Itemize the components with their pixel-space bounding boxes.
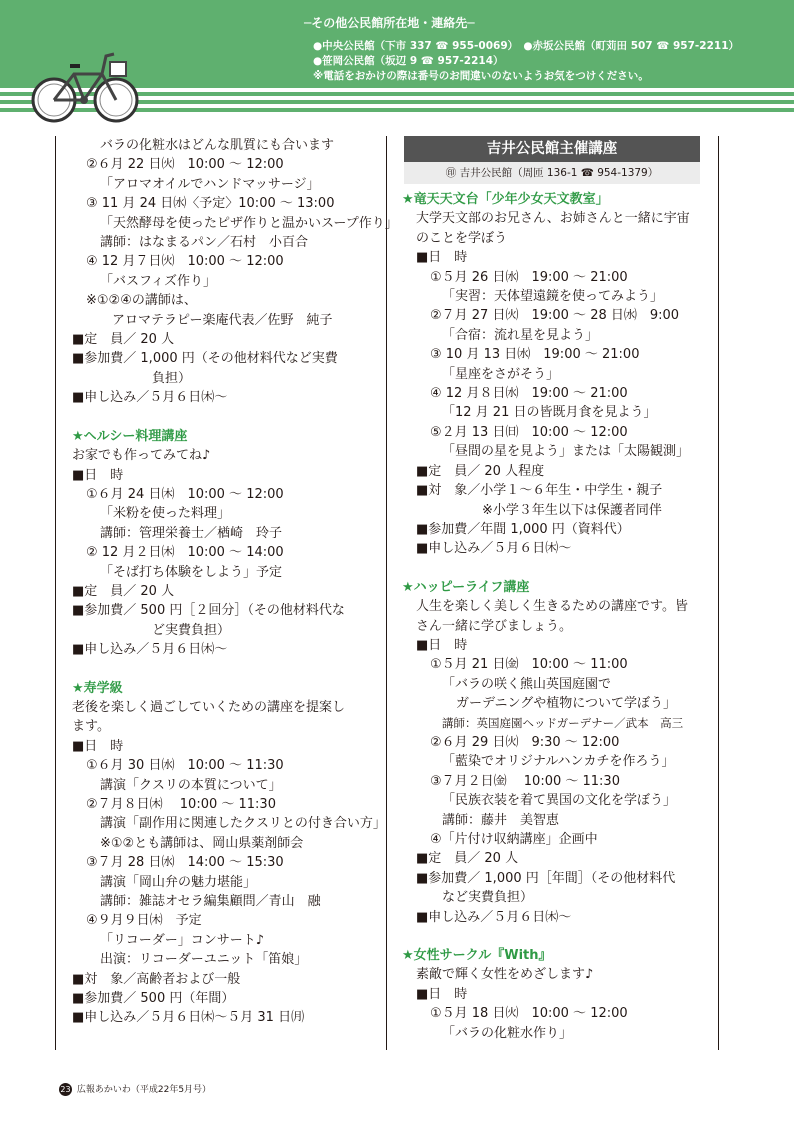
text-line: ④ 12 月８日㈬ 19:00 ～ 21:00 (430, 386, 628, 402)
text-line: 「民族衣装を着て異国の文化を学ぼう」 (442, 793, 677, 809)
text-line: ■参加費／ 1,000 円（その他材料代など実費 (72, 351, 338, 367)
text-line: 人生を楽しく美しく生きるための講座です。皆 (416, 599, 688, 615)
text-line: ②７月 27 日㈫ 19:00 ～ 28 日㈬ 9:00 (430, 308, 680, 324)
text-line: 講師：英国庭園ヘッドガーデナー／武本 高三 (442, 715, 684, 730)
text-line: ②６月 22 日㈫ 10:00 ～ 12:00 (86, 157, 284, 173)
text-line: ※①②とも講師は、岡山県薬剤師会 (100, 835, 304, 851)
section-heading: ★女性サークル『With』 (402, 948, 552, 964)
left-column (72, 136, 398, 1028)
text-line: ■対 象／高齢者および一般 (72, 971, 241, 987)
section-heading: ★竜天天文台「少年少女天文教室」 (402, 192, 609, 207)
column-rule-right (718, 136, 719, 1050)
text-line: ■参加費／ 500 円［２回分］（その他材料代な (72, 603, 345, 619)
text-line: ①６月 24 日㈭ 10:00 ～ 12:00 (86, 486, 284, 502)
section-heading: ★ヘルシー料理講座 (72, 428, 188, 444)
text-line: 「リコーダー」コンサート♪ (100, 932, 265, 948)
text-line: 「そば打ち体験をしよう」予定 (100, 564, 283, 580)
section-heading: ★寿学級 (72, 680, 123, 696)
text-line: 「アロマオイルでハンドマッサージ」 (100, 176, 320, 192)
text-line: など実費負担） (442, 890, 534, 906)
text-line: 「藍染でオリジナルハンカチを作ろう」 (442, 754, 675, 770)
header-contact-line-1: ●中央公民館（下市 337 ☎ 955-0069） ●赤坂公民館（町苅田 507 ☎ 957-2211） (313, 40, 739, 52)
text-line: 「バラの化粧水作り」 (442, 1025, 573, 1041)
page-number: 23 (60, 1085, 71, 1094)
text-line: ■参加費／年間 1,000 円（資料代） (416, 521, 630, 537)
text-line: ■申し込み／５月６日㈭～ (416, 541, 572, 557)
text-line: ■参加費／ 500 円（年間） (72, 991, 235, 1007)
text-line: 老後を楽しく過ごしていくための講座を提案し (72, 699, 346, 715)
text-line: ②６月 29 日㈫ 9:30 ～ 12:00 (430, 734, 620, 750)
text-line: 講演「副作用に関連したクスリとの付き合い方」 (100, 816, 386, 832)
text-line: ■定 員／ 20 人 (72, 583, 175, 599)
text-line: さん一緒に学びましょう。 (416, 618, 573, 634)
text-line: ※小学３年生以下は保護者同伴 (482, 502, 662, 518)
text-line: 「天然酵母を使ったピザ作りと温かいスープ作り」 (100, 215, 398, 231)
text-line: ■定 員／ 20 人 (416, 851, 519, 867)
text-line: 大学天文部のお兄さん、お姉さんと一緒に宇宙 (416, 211, 690, 227)
section-heading: ★ハッピーライフ講座 (402, 579, 530, 595)
yoshii-courses-header (404, 136, 700, 184)
text-line: ■日 時 (416, 250, 468, 266)
text-line: ② 12 月２日㈭ 10:00 ～ 14:00 (86, 545, 284, 561)
text-line: 「実習：天体望遠鏡を使ってみよう」 (442, 289, 664, 305)
text-line: 「バラの咲く熊山英国庭園で (442, 676, 612, 692)
right-column (402, 136, 710, 1043)
text-line: 講師：藤井 美智恵 (442, 812, 560, 828)
column-rule-middle (386, 136, 387, 1050)
text-line: ③ 11 月 24 日㈬〈予定〉10:00 ～ 13:00 (86, 196, 335, 212)
text-line: バラの化粧水はどんな肌質にも合います (100, 138, 335, 153)
box-subtitle: ㊞ 吉井公民館（周匝 136-1 ☎ 954-1379） (404, 162, 700, 184)
text-line: ■申し込み／５月６日㈭～ (72, 642, 228, 658)
text-line: ④「片付け収納講座」企画中 (430, 832, 598, 847)
text-line: ■申し込み／５月６日㈭～ (72, 390, 228, 406)
text-line: 講師：管理栄養士／楢崎 玲子 (100, 525, 283, 541)
text-line: ①５月 18 日㈫ 10:00 ～ 12:00 (430, 1006, 628, 1022)
text-line: ③７月 28 日㈬ 14:00 ～ 15:30 (86, 855, 284, 871)
text-line: 出演：リコーダーユニット「笛娘」 (100, 952, 308, 968)
column-rule-left (55, 136, 56, 1050)
text-line: 講師：雑誌オセラ編集顧問／青山 融 (100, 894, 321, 910)
text-line: 講演「岡山弁の魅力堪能」 (100, 874, 257, 890)
text-line: ■日 時 (416, 986, 468, 1002)
text-line: ■申し込み／５月６日㈭～５月 31 日㈪ (72, 1010, 305, 1026)
text-line: ①５月 26 日㈬ 19:00 ～ 21:00 (430, 269, 628, 285)
right-column-body (402, 190, 710, 1043)
text-line: ます。 (72, 719, 110, 735)
text-line: 「米粉を使った料理」 (100, 506, 231, 522)
text-line: のことを学ぼう (416, 230, 508, 246)
text-line: 「バスフィズ作り」 (100, 273, 216, 289)
header-contact-line-2: ●笹岡公民館（坂辺 9 ☎ 957-2214） (313, 55, 504, 67)
header-title: ─その他公民館所在地・連絡先─ (304, 16, 475, 30)
text-line: 講師：はなまるパン／石村 小百合 (100, 235, 309, 251)
text-line: アロマテラピー楽庵代表／佐野 純子 (112, 312, 333, 328)
text-line: 「合宿：流れ星を見よう」 (442, 327, 599, 343)
text-line: ■参加費／ 1,000 円［年間］（その他材料代 (416, 870, 676, 886)
text-line: お家でも作ってみてね♪ (72, 448, 211, 464)
footer-publication: 広報あかいわ（平成22年5月号） (76, 1085, 212, 1095)
text-line: ①５月 21 日㈮ 10:00 ～ 11:00 (430, 657, 628, 673)
text-line: ■日 時 (72, 467, 124, 483)
text-line: ③７月２日㈮ 10:00 ～ 11:30 (430, 773, 620, 789)
bicycle-icon (30, 40, 140, 126)
text-line: ■定 員／ 20 人 (72, 332, 175, 348)
text-line: ④９月９日㈭ 予定 (86, 913, 202, 929)
text-line: ④ 12 月７日㈫ 10:00 ～ 12:00 (86, 254, 284, 270)
footer (59, 1082, 211, 1096)
text-line: ■定 員／ 20 人程度 (416, 463, 545, 479)
text-line: 「昼間の星を見よう」または「太陽観測」 (442, 444, 690, 460)
header-note: ※電話をおかけの際は番号のお間違いのないようお気をつけください。 (313, 70, 649, 82)
text-line: ③ 10 月 13 日㈬ 19:00 ～ 21:00 (430, 347, 640, 363)
text-line: ■日 時 (72, 738, 124, 754)
text-line: ■対 象／小学１～６年生・中学生・親子 (416, 483, 663, 499)
text-line: 負担） (152, 370, 192, 386)
text-line: ■申し込み／５月６日㈭～ (416, 909, 572, 925)
box-title: 吉井公民館主催講座 (404, 136, 700, 162)
text-line: ガーデニングや植物について学ぼう」 (456, 696, 676, 712)
text-line: ①６月 30 日㈬ 10:00 ～ 11:30 (86, 758, 284, 774)
text-line: ど実費負担） (152, 622, 231, 638)
text-line: 素敵で輝く女性をめざします♪ (416, 967, 594, 983)
text-line: ⑤２月 13 日㈰ 10:00 ～ 12:00 (430, 424, 628, 440)
text-line: ※①②④の講師は、 (86, 293, 197, 309)
text-line: ■日 時 (416, 637, 468, 653)
text-line: 講演「クスリの本質について」 (100, 777, 282, 793)
text-line: 「12 月 21 日の皆既月食を見よう」 (442, 405, 657, 421)
text-line: ②７月８日㈭ 10:00 ～ 11:30 (86, 797, 276, 812)
text-line: 「星座をさがそう」 (442, 366, 560, 382)
